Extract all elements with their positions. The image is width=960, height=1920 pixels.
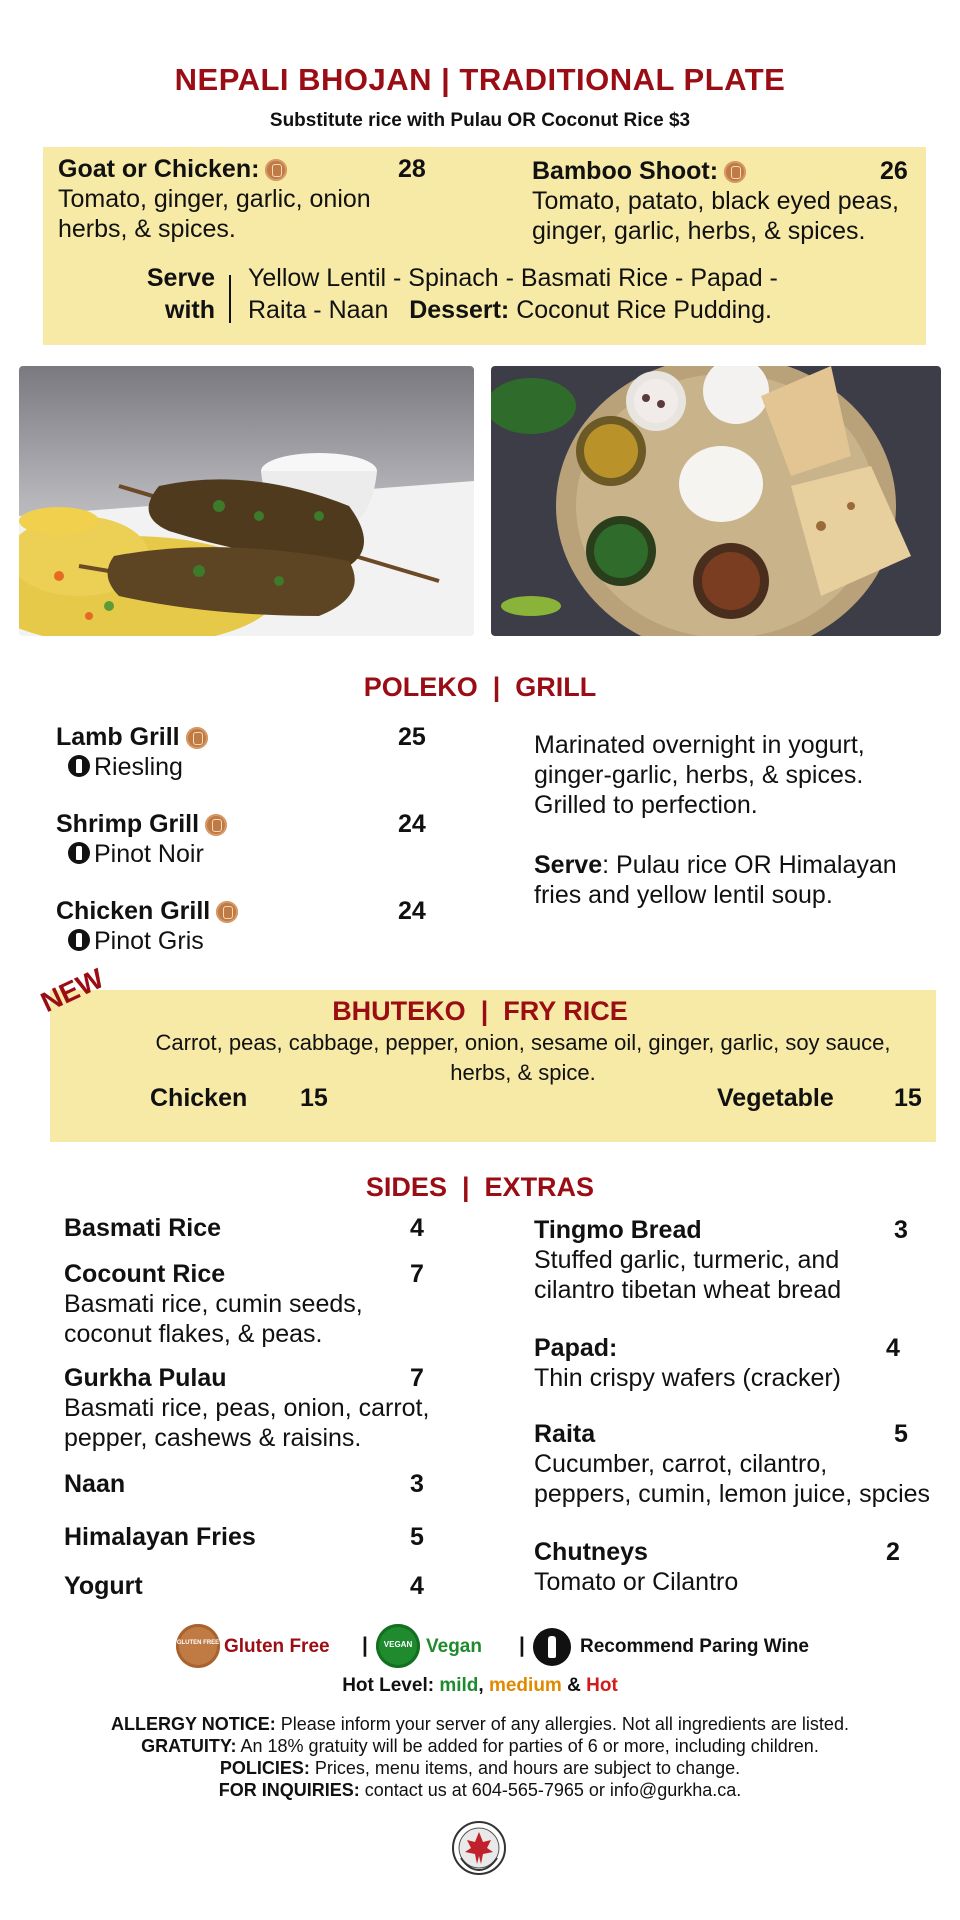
desc-line: Grilled to perfection. bbox=[534, 791, 758, 819]
hot-level bbox=[0, 1675, 960, 1697]
item-name: Tingmo Bread bbox=[534, 1216, 702, 1244]
fry-rice-vegetable: Vegetable bbox=[717, 1084, 834, 1112]
item-name: Cocount Rice bbox=[64, 1260, 226, 1288]
side-item-papad bbox=[534, 1334, 934, 1393]
item-price: 5 bbox=[894, 1420, 908, 1448]
item-desc: peppers, cumin, lemon juice, spcies bbox=[534, 1480, 931, 1508]
desc-line: Carrot, peas, cabbage, pepper, onion, sesame oil, ginger, garlic, soy sauce, bbox=[155, 1030, 891, 1055]
gluten-free-icon bbox=[205, 814, 227, 836]
desc-line: Marinated overnight in yogurt, bbox=[534, 731, 865, 759]
grill-skewer-image bbox=[19, 366, 474, 636]
serve-text: : Pulau rice OR Himalayan bbox=[602, 851, 897, 879]
item-name: Yogurt bbox=[64, 1572, 143, 1600]
gratuity-notice bbox=[0, 1735, 960, 1757]
item-name: Gurkha Pulau bbox=[64, 1364, 227, 1392]
item-desc: Thin crispy wafers (cracker) bbox=[534, 1364, 841, 1392]
wine-badge-icon bbox=[533, 1628, 571, 1666]
heading-part: SIDES bbox=[365, 1172, 447, 1202]
grill-item-chicken bbox=[56, 897, 436, 956]
hot-level-amp: & bbox=[567, 1675, 581, 1696]
item-price: 7 bbox=[410, 1364, 424, 1392]
sides-heading bbox=[0, 1172, 960, 1203]
side-item-himalayan-fries bbox=[64, 1523, 424, 1552]
heading-separator: | bbox=[461, 1172, 470, 1202]
fry-rice-heading bbox=[0, 996, 960, 1027]
item-name: Raita bbox=[534, 1420, 596, 1448]
item-name: Naan bbox=[64, 1470, 126, 1498]
item-desc: pepper, cashews & raisins. bbox=[64, 1424, 362, 1452]
serve-label-line: Serve bbox=[146, 264, 215, 292]
bhojan-item-bamboo-shoot bbox=[532, 157, 922, 246]
legend-separator: | bbox=[362, 1634, 368, 1657]
dessert-text: Coconut Rice Pudding. bbox=[516, 296, 772, 324]
serve-items-text: Raita - Naan bbox=[248, 296, 389, 324]
nepali-thali-photo bbox=[491, 366, 941, 636]
item-price: 3 bbox=[410, 1470, 424, 1498]
fry-rice-chicken: Chicken bbox=[150, 1084, 248, 1112]
badge-text: GLUTEN FREE bbox=[176, 1640, 220, 1646]
item-desc: Stuffed garlic, turmeric, and bbox=[534, 1246, 840, 1274]
item-desc: ginger, garlic, herbs, & spices. bbox=[532, 217, 866, 245]
heading-part: GRILL bbox=[515, 672, 597, 702]
grill-heading bbox=[0, 672, 960, 703]
notice-text: Please inform your server of any allergies. Not all ingredients are listed. bbox=[275, 1714, 849, 1734]
grill-item-shrimp bbox=[56, 810, 436, 869]
heading-separator: | bbox=[492, 672, 501, 702]
serve-label: Serve bbox=[534, 851, 603, 879]
heading-separator: | bbox=[480, 996, 489, 1026]
legend bbox=[0, 1624, 960, 1672]
serve-items-line: Yellow Lentil - Spinach - Basmati Rice - Papad - bbox=[248, 264, 778, 292]
side-item-naan bbox=[64, 1470, 424, 1499]
item-name: Lamb Grill bbox=[56, 723, 180, 751]
gluten-free-icon bbox=[216, 901, 238, 923]
notice-label: POLICIES: bbox=[219, 1758, 310, 1778]
heading-part: POLEKO bbox=[363, 672, 478, 702]
item-price: 7 bbox=[410, 1260, 424, 1288]
grill-item-lamb bbox=[56, 723, 436, 782]
desc-line: herbs, & spice. bbox=[450, 1060, 596, 1085]
legend-separator: | bbox=[519, 1634, 525, 1657]
page-subtitle: Substitute rice with Pulau OR Coconut Rice $3 bbox=[269, 110, 691, 131]
wine-name: Pinot Gris bbox=[94, 927, 204, 955]
notice-label: FOR INQUIRIES: bbox=[218, 1780, 360, 1800]
fry-rice-vegetable-price: 15 bbox=[894, 1084, 922, 1112]
item-desc: Tomato or Cilantro bbox=[534, 1568, 739, 1596]
bottle-shape bbox=[548, 1636, 556, 1658]
hot-level-comma: , bbox=[478, 1675, 484, 1696]
allergy-notice bbox=[0, 1713, 960, 1735]
fry-rice-chicken-price: 15 bbox=[300, 1084, 328, 1112]
grill-description bbox=[534, 730, 934, 910]
side-item-coconut-rice bbox=[64, 1260, 464, 1349]
item-desc: herbs, & spices. bbox=[58, 215, 236, 243]
side-item-tingmo-bread bbox=[534, 1216, 934, 1305]
heading-part: FRY RICE bbox=[503, 996, 628, 1026]
wine-name: Pinot Noir bbox=[94, 840, 204, 868]
hot-level-label: Hot Level: bbox=[342, 1675, 435, 1696]
item-price: 5 bbox=[410, 1523, 424, 1551]
item-price: 2 bbox=[886, 1538, 900, 1566]
notice-text: Prices, menu items, and hours are subject to change. bbox=[309, 1758, 741, 1778]
legend-wine: Recommend Paring Wine bbox=[580, 1636, 809, 1657]
restaurant-logo bbox=[451, 1820, 507, 1876]
item-name: Chutneys bbox=[534, 1538, 648, 1566]
item-price: 25 bbox=[398, 723, 426, 751]
gluten-free-icon bbox=[724, 161, 746, 183]
item-price: 24 bbox=[398, 897, 426, 925]
item-desc: Cucumber, carrot, cilantro, bbox=[534, 1450, 828, 1478]
wine-pairing bbox=[68, 752, 436, 782]
item-price: 24 bbox=[398, 810, 426, 838]
wine-name: Riesling bbox=[94, 753, 183, 781]
wine-pairing bbox=[68, 839, 436, 869]
wine-icon bbox=[68, 755, 90, 777]
item-name: Bamboo Shoot: bbox=[532, 157, 719, 185]
item-name: Papad: bbox=[534, 1334, 618, 1362]
hot-level-hot: Hot bbox=[586, 1675, 618, 1696]
side-item-gurkha-pulau bbox=[64, 1364, 484, 1453]
serve-divider bbox=[229, 275, 231, 323]
legend-vegan: Vegan bbox=[426, 1636, 482, 1657]
page-title: NEPALI BHOJAN | TRADITIONAL PLATE bbox=[174, 62, 786, 97]
item-name: Basmati Rice bbox=[64, 1214, 222, 1242]
new-badge: NEW bbox=[36, 962, 109, 1019]
side-item-basmati-rice bbox=[64, 1214, 424, 1243]
heading-part: EXTRAS bbox=[484, 1172, 595, 1202]
item-price: 4 bbox=[886, 1334, 900, 1362]
bhojan-item-goat-chicken bbox=[58, 155, 438, 244]
gluten-free-icon bbox=[265, 159, 287, 181]
hot-level-mild: mild bbox=[439, 1675, 479, 1696]
item-name: Goat or Chicken: bbox=[58, 155, 260, 183]
wine-icon bbox=[68, 929, 90, 951]
fry-rice-description bbox=[100, 1028, 946, 1088]
gluten-free-badge-icon bbox=[176, 1624, 220, 1668]
item-name: Himalayan Fries bbox=[64, 1523, 256, 1551]
policies-notice bbox=[0, 1757, 960, 1779]
serve-items-line bbox=[248, 294, 908, 326]
serve-with-label bbox=[100, 262, 215, 326]
heading-part: BHUTEKO bbox=[332, 996, 466, 1026]
item-price: 3 bbox=[894, 1216, 908, 1244]
thali-plate-image bbox=[491, 366, 941, 636]
item-price: 4 bbox=[410, 1572, 424, 1600]
desc-line: ginger-garlic, herbs, & spices. bbox=[534, 761, 864, 789]
badge-text: VEGAN bbox=[383, 1640, 413, 1649]
item-price: 26 bbox=[880, 157, 908, 185]
inquiries-notice bbox=[0, 1779, 960, 1801]
serve-with-items bbox=[248, 262, 908, 326]
item-desc: coconut flakes, & peas. bbox=[64, 1320, 323, 1348]
side-item-raita bbox=[534, 1420, 934, 1509]
grill-skewer-photo bbox=[19, 366, 474, 636]
gluten-free-icon bbox=[186, 727, 208, 749]
notice-label: ALLERGY NOTICE: bbox=[111, 1714, 276, 1734]
desc-line: fries and yellow lentil soup. bbox=[534, 881, 833, 909]
legend-gluten-free: Gluten Free bbox=[224, 1636, 330, 1657]
serve-label-line: with bbox=[165, 296, 215, 324]
notice-text: An 18% gratuity will be added for parties of 6 or more, including children. bbox=[236, 1736, 819, 1756]
item-desc: Basmati rice, peas, onion, carrot, bbox=[64, 1394, 430, 1422]
item-desc: cilantro tibetan wheat bread bbox=[534, 1276, 842, 1304]
item-price: 28 bbox=[398, 155, 426, 183]
item-desc: Tomato, patato, black eyed peas, bbox=[532, 187, 899, 215]
notice-label: GRATUITY: bbox=[141, 1736, 237, 1756]
footer-notices bbox=[0, 1713, 960, 1801]
item-desc: Basmati rice, cumin seeds, bbox=[64, 1290, 363, 1318]
hot-level-medium: medium bbox=[488, 1675, 562, 1696]
wine-pairing bbox=[68, 926, 436, 956]
item-price: 4 bbox=[410, 1214, 424, 1242]
wine-icon bbox=[68, 842, 90, 864]
dessert-label: Dessert: bbox=[409, 296, 510, 324]
side-item-chutneys bbox=[534, 1538, 934, 1597]
logo-emblem-icon bbox=[451, 1820, 507, 1876]
item-desc: Tomato, ginger, garlic, onion bbox=[58, 185, 371, 213]
vegan-badge-icon bbox=[376, 1624, 420, 1668]
item-name: Chicken Grill bbox=[56, 897, 211, 925]
grill-serve bbox=[534, 850, 934, 880]
side-item-yogurt bbox=[64, 1572, 424, 1601]
notice-text: contact us at 604-565-7965 or info@gurkha.ca. bbox=[359, 1780, 742, 1800]
item-name: Shrimp Grill bbox=[56, 810, 200, 838]
